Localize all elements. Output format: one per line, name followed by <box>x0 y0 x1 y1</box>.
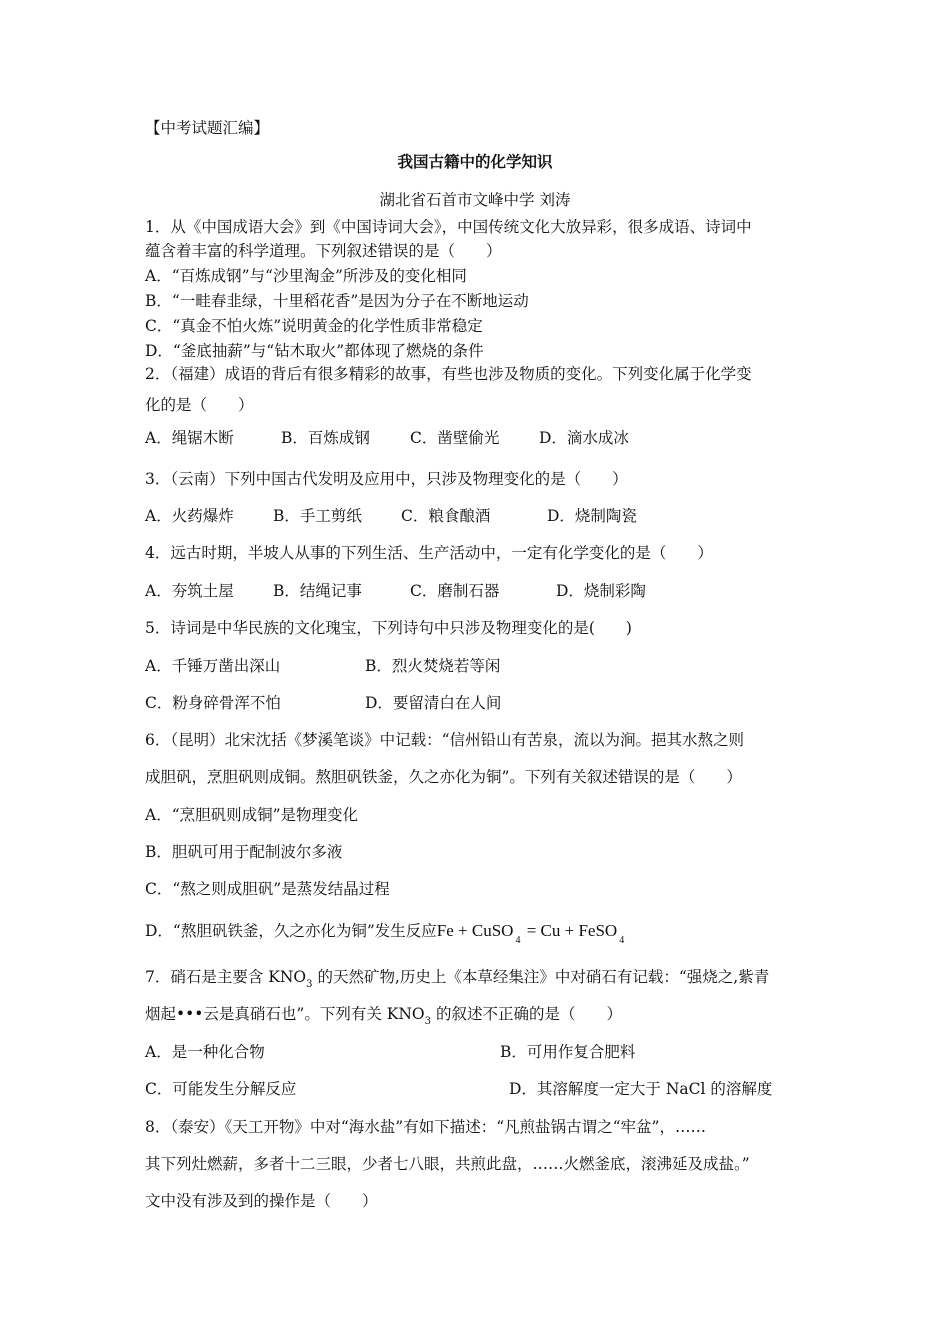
q5-stem: 5．诗词是中华民族的文化瑰宝，下列诗句中只涉及物理变化的是( ) <box>145 619 632 637</box>
q7-option-b: B．可用作复合肥料 <box>500 1043 636 1061</box>
q7-option-c: C．可能发生分解反应 <box>145 1080 297 1098</box>
q1-stem-line1: 1．从《中国成语大会》到《中国诗词大会》，中国传统文化大放异彩，很多成语、诗词中 <box>145 218 752 236</box>
q1-option-c: C．“真金不怕火炼”说明黄金的化学性质非常稳定 <box>145 317 483 335</box>
q8-stem-line3: 文中没有涉及到的操作是（ ） <box>145 1192 378 1210</box>
q1-option-b: B．“一畦春韭绿，十里稻花香”是因为分子在不断地运动 <box>145 292 529 310</box>
q2-option-c: C．凿壁偷光 <box>410 429 500 447</box>
q7-stem-line2-a: 烟起•••云是真硝石也”。下列有关 KNO <box>145 1005 425 1023</box>
q4-option-c: C．磨制石器 <box>410 582 500 600</box>
q5-option-d: D．要留清白在人间 <box>365 694 502 712</box>
q2-option-d: D．滴水成冰 <box>539 429 629 447</box>
q8-stem-line2: 其下列灶燃薪，多者十二三眼，少者七八眼，共煎此盘，……火燃釜底，滚沸延及成盐。” <box>145 1155 750 1173</box>
q4-stem: 4．远古时期，半坡人从事的下列生活、生产活动中，一定有化学变化的是（ ） <box>145 544 713 562</box>
q1-option-a: A．“百炼成钢”与“沙里淘金”所涉及的变化相同 <box>145 267 467 285</box>
equation-subscript1: 4 <box>515 935 521 946</box>
q4-option-d: D．烧制彩陶 <box>556 582 646 600</box>
q7-subscript1: 3 <box>306 979 313 990</box>
q6-stem-line2: 成胆矾，烹胆矾则成铜。熬胆矾铁釜，久之亦化为铜”。下列有关叙述错误的是（ ） <box>145 768 742 786</box>
q1-option-d: D．“釜底抽薪”与“钻木取火”都体现了燃烧的条件 <box>145 342 484 360</box>
q6-option-c: C．“熬之则成胆矾”是蒸发结晶过程 <box>145 880 390 898</box>
equation-part2: = Cu + FeSO <box>522 921 618 940</box>
equation-subscript2: 4 <box>619 935 625 946</box>
q7-subscript2: 3 <box>424 1016 432 1027</box>
q7-stem-line1-a: 7．硝石是主要含 KNO <box>145 968 307 986</box>
q3-option-c: C．粮食酿酒 <box>401 507 491 525</box>
q3-option-d: D．烧制陶瓷 <box>547 507 637 525</box>
q2-option-b: B．百炼成钢 <box>281 429 370 447</box>
q7-stem-line2-b: 的叙述不正确的是（ ） <box>431 1005 622 1023</box>
q7-stem-line1 <box>145 967 769 995</box>
q5-option-a: A．千锤万凿出深山 <box>145 657 281 675</box>
author-line: 湖北省石首市文峰中学 刘涛 <box>379 191 571 209</box>
q6-stem-line1: 6．（昆明）北宋沈括《梦溪笔谈》中记载：“信州铅山有苦泉，流以为涧。挹其水熬之则 <box>145 731 745 749</box>
q2-stem-line1: 2．（福建）成语的背后有很多精彩的故事，有些也涉及物质的变化。下列变化属于化学变 <box>145 365 752 383</box>
q4-option-a: A．夯筑土屋 <box>145 582 234 600</box>
q2-stem-line2: 化的是（ ） <box>145 396 254 414</box>
q6-option-b: B．胆矾可用于配制波尔多液 <box>145 843 343 861</box>
q7-option-a: A．是一种化合物 <box>145 1043 265 1061</box>
q6-option-a: A．“烹胆矾则成铜”是物理变化 <box>145 806 359 824</box>
q4-option-b: B．结绳记事 <box>273 582 362 600</box>
q5-option-b: B．烈火焚烧若等闲 <box>365 657 501 675</box>
equation-part1: Fe + CuSO <box>436 921 514 940</box>
q7-option-d: D．其溶解度一定大于 NaCl 的溶解度 <box>509 1080 773 1098</box>
q7-stem-line2 <box>145 1004 622 1032</box>
q2-option-a: A．绳锯木断 <box>145 429 234 447</box>
q6-option-d <box>145 921 626 944</box>
q8-stem-line1: 8．（泰安）《天工开物》中对“海水盐”有如下描述：“凡煎盐锅古谓之“牢盆”，…… <box>145 1118 706 1136</box>
q5-option-c: C．粉身碎骨浑不怕 <box>145 694 281 712</box>
q6-option-d-text: D．“熬胆矾铁釜，久之亦化为铜”发生反应 <box>145 922 437 940</box>
document-title: 我国古籍中的化学知识 <box>397 152 553 171</box>
q3-stem: 3．（云南）下列中国古代发明及应用中，只涉及物理变化的是（ ） <box>145 470 628 488</box>
q3-option-b: B．手工剪纸 <box>273 507 362 525</box>
q1-stem-line2: 蕴含着丰富的科学道理。下列叙述错误的是（ ） <box>145 242 502 260</box>
section-tag: 【中考试题汇编】 <box>145 119 270 137</box>
reaction-equation <box>436 921 626 946</box>
q3-option-a: A．火药爆炸 <box>145 507 234 525</box>
q7-stem-line1-b: 的天然矿物,历史上《本草经集注》中对硝石有记载：“强烧之,紫青 <box>312 968 770 986</box>
